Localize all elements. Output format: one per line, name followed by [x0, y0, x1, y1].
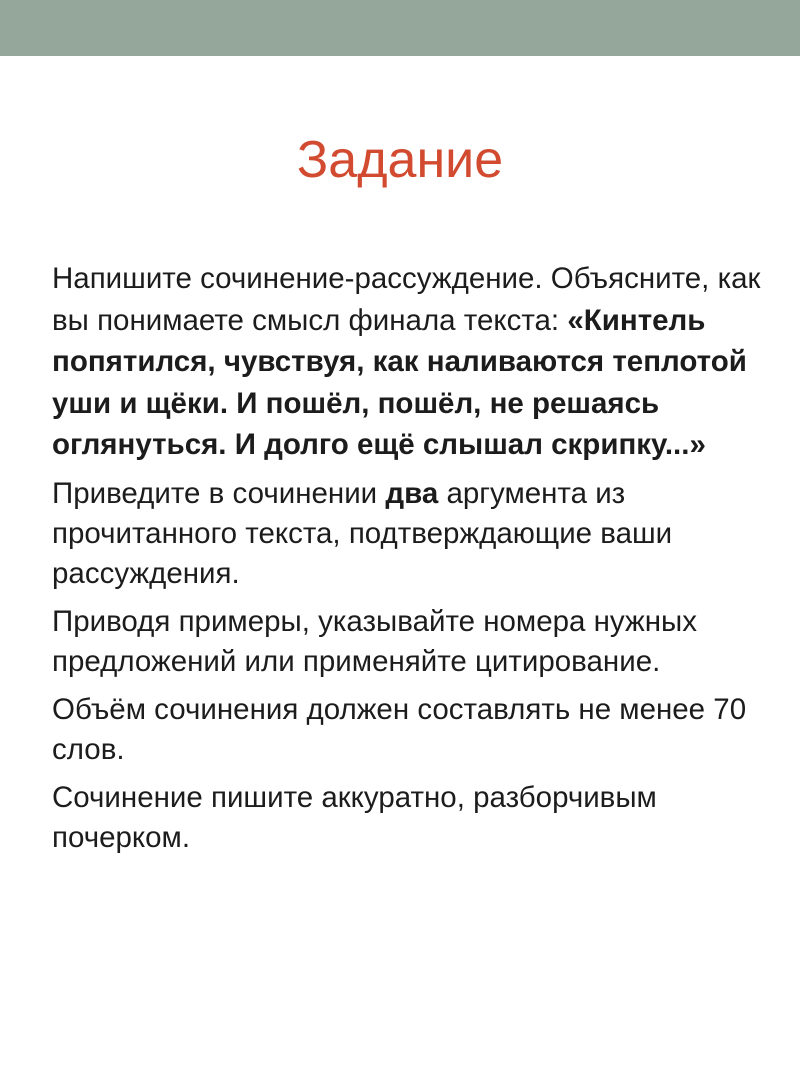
top-decor-bar [0, 0, 800, 56]
task-quote: «Кинтель попятился, чувствуя, как наливаются теплотой уши и щёки. И пошёл, пошёл, не решаясь оглянуться. И долго ещё слышал скрипку...» [52, 303, 747, 461]
arguments-paragraph [52, 474, 772, 594]
arguments-before: Приведите в сочинении [52, 476, 386, 510]
task-paragraph [52, 258, 772, 466]
length-paragraph: Объём сочинения должен составлять не менее 70 слов. [52, 692, 747, 766]
task-intro: Напишите сочинение-рассуждение. Объясните, как вы понимаете смысл финала текста: [52, 262, 761, 337]
arguments-emphasis: два [385, 476, 439, 510]
slide-title: Задание [296, 131, 504, 189]
examples-paragraph: Приводя примеры, указывайте номера нужных предложений или применяйте цитирование. [52, 604, 697, 678]
task-text [52, 258, 772, 866]
handwriting-paragraph: Сочинение пишите аккуратно, разборчивым почерком. [52, 780, 657, 854]
arguments-after: аргумента из прочитанного текста, подтверждающие ваши рассуждения. [52, 476, 673, 590]
